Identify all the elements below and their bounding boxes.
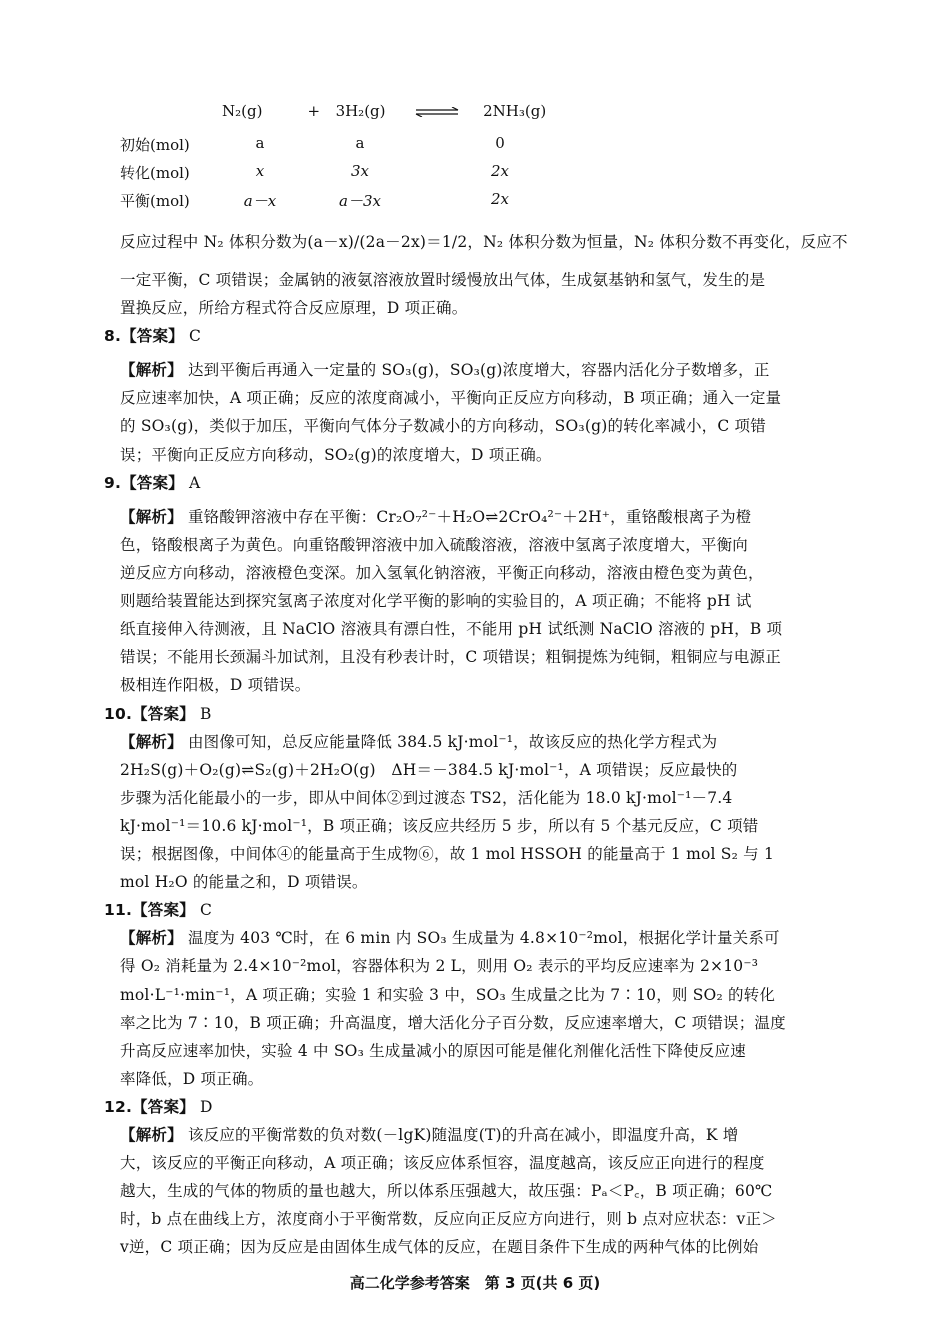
section-tag: 8.【答案】 [104, 327, 184, 345]
text-line: 【解析】 重铬酸钾溶液中存在平衡：Cr₂O₇²⁻＋H₂O⇌2CrO₄²⁻＋2H⁺，重铬酸根离子为橙 [120, 508, 752, 526]
text-line: 率之比为 7∶10，B 项正确；升高温度，增大活化分子百分数，反应速率增大，C 项错误；温度 [120, 1014, 786, 1032]
text-line: 【解析】 达到平衡后再通入一定量的 SO₃(g)，SO₃(g)浓度增大，容器内活化分子数增多，正 [120, 361, 770, 379]
ice-cell-n2: a－x [243, 192, 277, 210]
equation-h2: 3H₂(g) [335, 102, 386, 120]
ice-cell-h2: a [355, 134, 365, 152]
text-line: 错误；不能用长颈漏斗加试剂，且没有秒表计时，C 项错误；粗铜提炼为纯铜，粗铜应与电源正 [120, 648, 781, 666]
page-footer: 高二化学参考答案 第 3 页(共 6 页) [349, 1274, 601, 1292]
text-line: 的 SO₃(g)，类似于加压，平衡向气体分子数减小的方向移动，SO₃(g)的转化率减小，C 项错 [120, 417, 766, 435]
text-line: 得 O₂ 消耗量为 2.4×10⁻²mol，容器体积为 2 L，则用 O₂ 表示的平均反应速率为 2×10⁻³ [120, 957, 759, 975]
ice-cell-label: 初始(mol) [120, 136, 190, 154]
text-line: 率降低，D 项正确。 [120, 1070, 264, 1088]
ice-cell-n2: x [255, 162, 265, 180]
equation-row [222, 102, 546, 120]
text-line: 一定平衡，C 项错误；金属钠的液氨溶液放置时缓慢放出气体，生成氨基钠和氢气，发生的是 [120, 271, 766, 289]
answer-line: 8.【答案】 C [104, 327, 202, 345]
ice-cell-nh3: 2x [490, 190, 509, 208]
text-line: 极相连作阳极，D 项错误。 [120, 676, 311, 694]
text-line: 反应过程中 N₂ 体积分数为(a－x)/(2a－2x)＝1/2，N₂ 体积分数为恒量，N₂ 体积分数不再变化，反应不 [120, 233, 848, 251]
text-line: 误；平衡向正反应方向移动，SO₂(g)的浓度增大，D 项正确。 [120, 446, 552, 464]
ice-cell-n2: a [255, 134, 265, 152]
text-line: kJ·mol⁻¹＝10.6 kJ·mol⁻¹，B 项正确；该反应共经历 5 步，所以有 5 个基元反应，C 项错 [120, 817, 759, 835]
text-line: 纸直接伸入待测液，且 NaClO 溶液具有漂白性，不能用 pH 试纸测 NaClO 溶液的 pH，B 项 [120, 620, 783, 638]
text-line: 色，铬酸根离子为黄色。向重铬酸钾溶液中加入硫酸溶液，溶液中氢离子浓度增大，平衡向 [120, 536, 749, 554]
section-tag: 【解析】 [120, 733, 183, 751]
text-line: 反应速率加快，A 项正确；反应的浓度商减小，平衡向正反应方向移动，B 项正确；通入一定量 [120, 389, 782, 407]
ice-cell-nh3: 0 [495, 134, 505, 152]
text-line: 时，b 点在曲线上方，浓度商小于平衡常数，反应向正反应方向进行，则 b 点对应状态：v正＞ [120, 1210, 777, 1228]
equation-n2: N₂(g) [222, 102, 263, 120]
text-line: 大，该反应的平衡正向移动，A 项正确；该反应体系恒容，温度越高，该反应正向进行的程度 [120, 1154, 765, 1172]
section-tag: 【解析】 [120, 929, 183, 947]
text-line: v逆，C 项正确；因为反应是由固体生成气体的反应，在题目条件下生成的两种气体的比例始 [120, 1238, 759, 1256]
equilibrium-arrow-icon [414, 107, 460, 117]
section-tag: 9.【答案】 [104, 474, 184, 492]
text-line: 逆反应方向移动，溶液橙色变深。加入氢氧化钠溶液，平衡正向移动，溶液由橙色变为黄色， [120, 564, 764, 582]
answer-line: 12.【答案】 D [104, 1098, 213, 1116]
text-line: 【解析】 由图像可知，总反应能量降低 384.5 kJ·mol⁻¹，故该反应的热化学方程式为 [120, 733, 718, 751]
section-tag: 10.【答案】 [104, 705, 195, 723]
ice-cell-h2: a－3x [339, 192, 381, 210]
ice-cell-label: 转化(mol) [120, 164, 190, 182]
text-line: 2H₂S(g)＋O₂(g)⇌S₂(g)＋2H₂O(g) ΔH＝－384.5 kJ·mol⁻¹，A 项错误；反应最快的 [120, 761, 738, 779]
ice-cell-nh3: 2x [490, 162, 509, 180]
section-tag: 12.【答案】 [104, 1098, 195, 1116]
text-line: 【解析】 温度为 403 ℃时，在 6 min 内 SO₃ 生成量为 4.8×10⁻²mol，根据化学计量关系可 [120, 929, 780, 947]
section-tag: 【解析】 [120, 1126, 183, 1144]
answer-line: 11.【答案】 C [104, 901, 213, 919]
text-line: mol·L⁻¹·min⁻¹，A 项正确；实验 1 和实验 3 中，SO₃ 生成量之比为 7∶10，则 SO₂ 的转化 [120, 986, 776, 1004]
answer-line: 9.【答案】 A [104, 474, 201, 492]
text-line: 置换反应，所给方程式符合反应原理，D 项正确。 [120, 299, 468, 317]
text-line: 【解析】 该反应的平衡常数的负对数(－lgK)随温度(T)的升高在减小，即温度升高，K 增 [120, 1126, 739, 1144]
ice-cell-h2: 3x [350, 162, 369, 180]
text-line: 升高反应速率加快，实验 4 中 SO₃ 生成量减小的原因可能是催化剂催化活性下降使反应速 [120, 1042, 746, 1060]
equation-plus: + [307, 102, 321, 120]
text-line: 误；根据图像，中间体④的能量高于生成物⑥，故 1 mol HSSOH 的能量高于 1 mol S₂ 与 1 [120, 845, 775, 863]
section-tag: 11.【答案】 [104, 901, 195, 919]
answer-line: 10.【答案】 B [104, 705, 212, 723]
section-tag: 【解析】 [120, 361, 183, 379]
text-line: 步骤为活化能最小的一步，即从中间体②到过渡态 TS2，活化能为 18.0 kJ·mol⁻¹－7.4 [120, 789, 733, 807]
text-line: 则题给装置能达到探究氢离子浓度对化学平衡的影响的实验目的，A 项正确；不能将 pH 试 [120, 592, 752, 610]
section-tag: 【解析】 [120, 508, 183, 526]
equation-nh3: 2NH₃(g) [483, 102, 547, 120]
text-line: mol H₂O 的能量之和，D 项错误。 [120, 873, 368, 891]
text-line: 越大，生成的气体的物质的量也越大，所以体系压强越大，故压强：Pₐ＜P꜀，B 项正确；60℃ [120, 1182, 773, 1200]
ice-cell-label: 平衡(mol) [120, 192, 190, 210]
